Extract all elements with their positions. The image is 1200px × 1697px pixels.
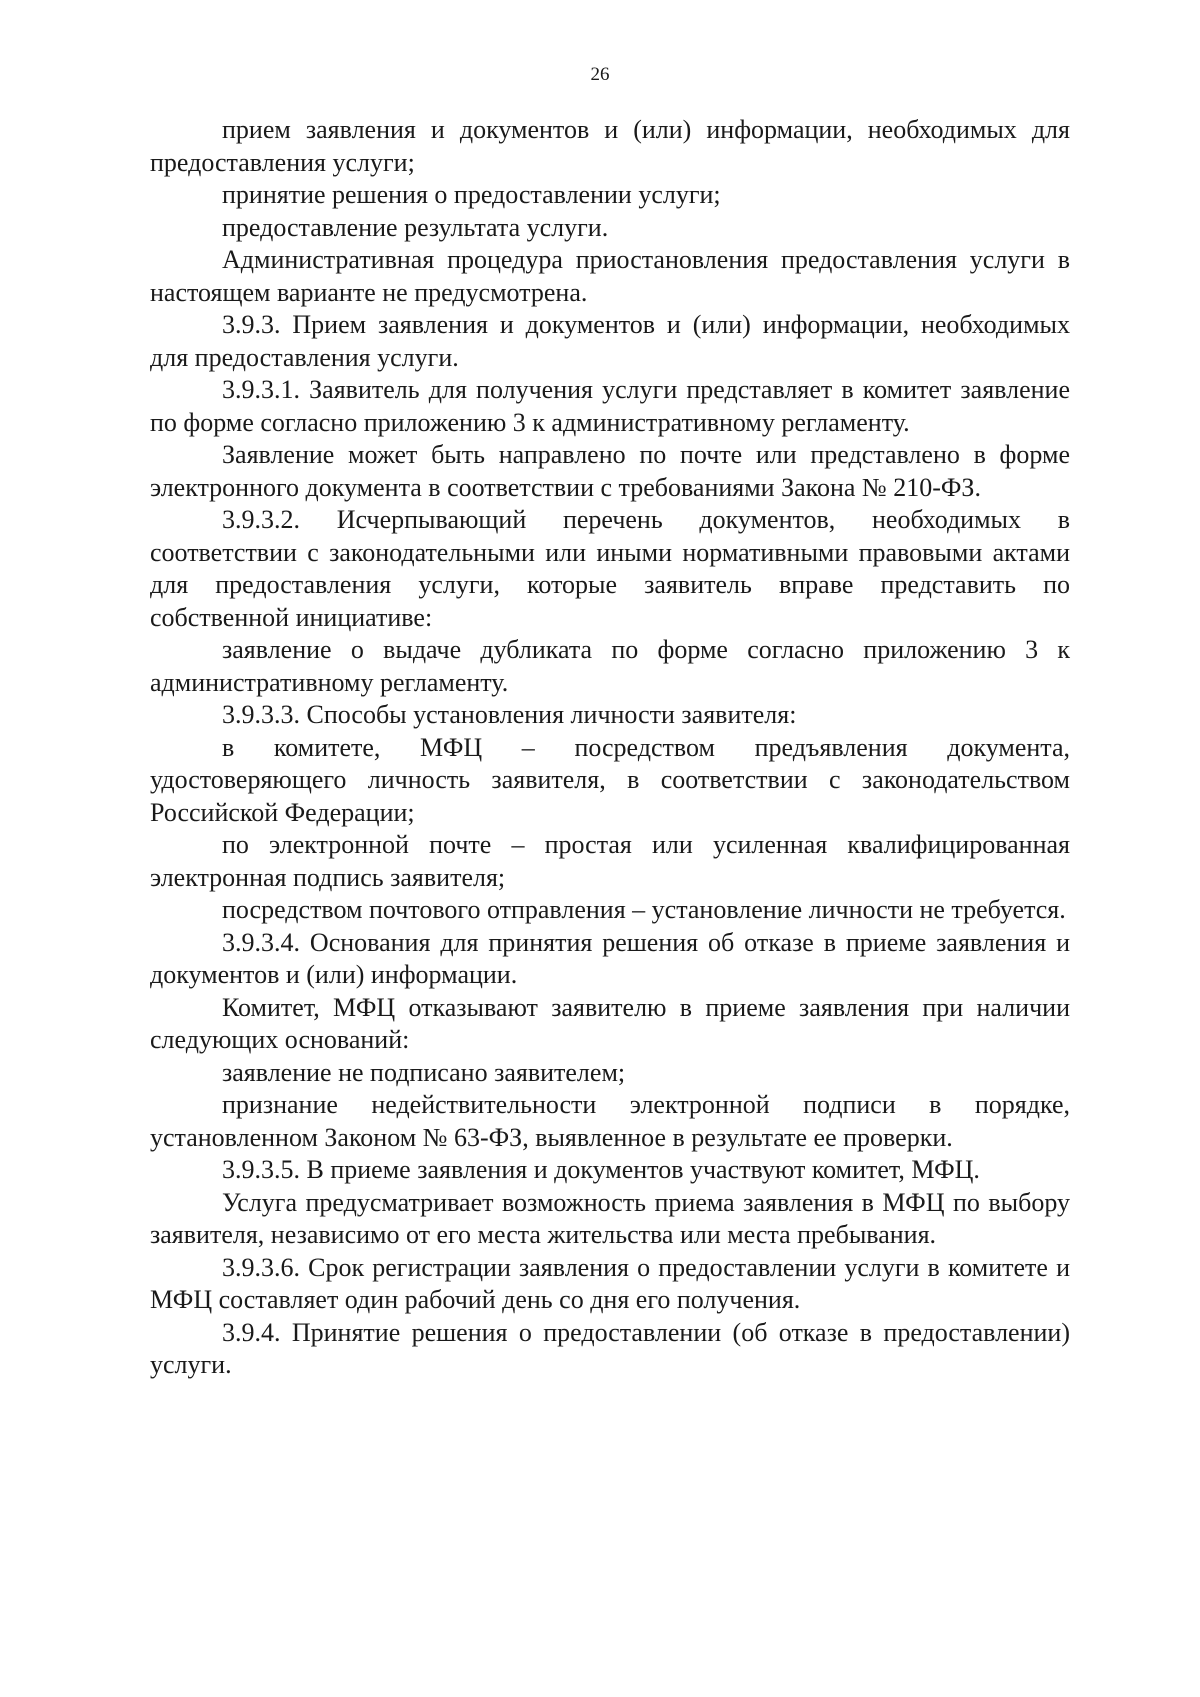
page-number: 26: [590, 64, 610, 85]
paragraph: посредством почтового отправления – установление личности не требуется.: [222, 895, 1066, 924]
paragraph: 3.9.3.6. Срок регистрации заявления о предоставлении услуги в комитете и МФЦ составляет один рабочий день со дня его получения.: [150, 1252, 1070, 1314]
paragraph: 3.9.3.2. Исчерпывающий перечень документов, необходимых в соответствии с законодательными или иными нормативными правовыми актами для предоставления услуги, которые заявитель вправе представить по собственной инициативе:: [150, 505, 1070, 632]
paragraph: 3.9.3.1. Заявитель для получения услуги представляет в комитет заявление по форме согласно приложению 3 к административному регламенту.: [150, 375, 1070, 437]
paragraph: Услуга предусматривает возможность приема заявления в МФЦ по выбору заявителя, независимо от его места жительства или места пребывания.: [150, 1187, 1070, 1249]
paragraph: Административная процедура приостановления предоставления услуги в настоящем варианте не предусмотрена.: [150, 245, 1070, 307]
paragraph: 3.9.3.3. Способы установления личности заявителя:: [222, 700, 797, 729]
paragraph: 3.9.3. Прием заявления и документов и (или) информации, необходимых для предоставления услуги.: [150, 310, 1070, 372]
paragraph: в комитете, МФЦ – посредством предъявления документа, удостоверяющего личность заявителя, в соответствии с законодательством Российской Федерации;: [150, 732, 1070, 827]
paragraph: принятие решения о предоставлении услуги;: [222, 180, 721, 209]
document-body: [150, 114, 1070, 1382]
paragraph: предоставление результата услуги.: [222, 212, 609, 242]
paragraph: прием заявления и документов и (или) информации, необходимых для предоставления услуги;: [150, 115, 1070, 177]
paragraph: признание недействительности электронной подписи в порядке, установленном Законом № 63-ФЗ, выявленное в результате ее проверки.: [150, 1090, 1070, 1152]
paragraph: 3.9.3.5. В приеме заявления и документов участвуют комитет, МФЦ.: [222, 1155, 980, 1184]
paragraph: 3.9.3.4. Основания для принятия решения об отказе в приеме заявления и документов и (или) информации.: [150, 927, 1070, 989]
paragraph: 3.9.4. Принятие решения о предоставлении (об отказе в предоставлении) услуги.: [150, 1317, 1070, 1379]
paragraph: заявление о выдаче дубликата по форме согласно приложению 3 к административному регламенту.: [150, 635, 1070, 697]
paragraph: Заявление может быть направлено по почте или представлено в форме электронного документа в соответствии с требованиями Закона № 210-ФЗ.: [150, 440, 1070, 502]
paragraph: заявление не подписано заявителем;: [222, 1057, 626, 1087]
paragraph: Комитет, МФЦ отказывают заявителю в приеме заявления при наличии следующих оснований:: [150, 992, 1070, 1054]
paragraph: по электронной почте – простая или усиленная квалифицированная электронная подпись заявителя;: [150, 830, 1070, 892]
